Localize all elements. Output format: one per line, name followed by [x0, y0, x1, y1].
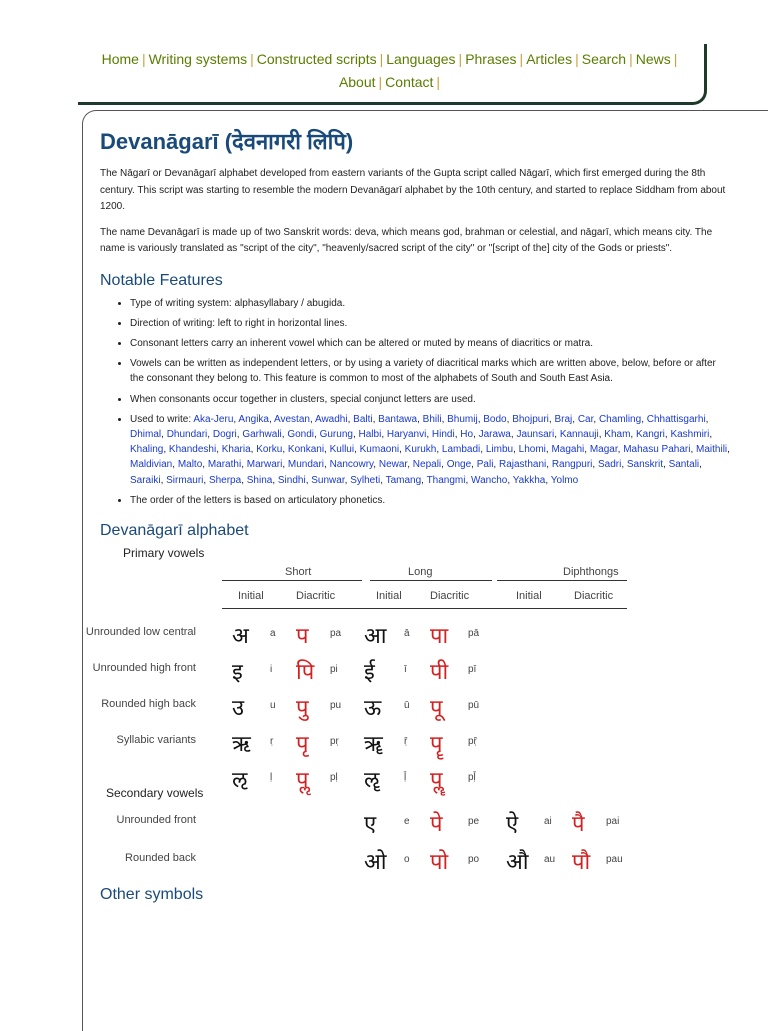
transliteration-cell: pi	[330, 663, 338, 675]
language-link[interactable]: Rangpuri	[551, 459, 593, 471]
nav-writing-systems[interactable]: Writing systems	[148, 51, 248, 67]
nav-search[interactable]: Search	[581, 51, 627, 67]
nav-articles[interactable]: Articles	[526, 51, 573, 67]
language-link[interactable]: Sherpa	[208, 474, 242, 486]
transliteration-cell: o	[404, 853, 410, 865]
devanagari-cell: ए	[364, 811, 377, 837]
row-label: Rounded high back	[101, 697, 196, 710]
language-link[interactable]: Braj	[554, 413, 573, 425]
devanagari-cell: पि	[296, 659, 315, 685]
features-list	[100, 296, 730, 508]
language-link[interactable]: Thangmi	[426, 474, 466, 486]
column-header: Initial	[238, 589, 264, 602]
devanagari-cell: ऊ	[364, 695, 382, 721]
language-link[interactable]: Bhojpuri	[512, 413, 549, 425]
devanagari-cell: पू	[430, 695, 443, 721]
language-link[interactable]: Onge	[446, 459, 472, 471]
language-link[interactable]: Wancho	[471, 474, 508, 486]
feature-item: • Direction of writing: left to right in horizontal lines.	[130, 316, 730, 331]
language-link[interactable]: Ho	[460, 428, 474, 440]
nav-news[interactable]: News	[635, 51, 671, 67]
column-header: Diacritic	[296, 589, 336, 602]
column-header: Initial	[376, 589, 402, 602]
column-header: Diacritic	[574, 589, 614, 602]
devanagari-cell: ओ	[364, 849, 387, 875]
transliteration-cell: pu	[330, 699, 342, 711]
other-symbols-heading: Other symbols	[100, 885, 204, 903]
devanagari-cell: ऐ	[506, 811, 519, 837]
feature-item: • Vowels can be written as independent letters, or by using a variety of diacritical marks which are written above, below, before or after the consonant they belong to. This feature is common to most of the alphabets of South and South East Asia.	[130, 356, 730, 386]
transliteration-cell: pau	[606, 853, 623, 865]
group-line	[370, 580, 492, 581]
language-link[interactable]: Sanskrit	[626, 459, 664, 471]
language-link[interactable]: Newar	[378, 459, 408, 471]
transliteration-cell: pḹ	[468, 771, 476, 783]
devanagari-cell: ई	[364, 659, 375, 685]
devanagari-cell: प	[296, 623, 309, 649]
column-header: Diacritic	[430, 589, 470, 602]
language-link[interactable]: Kullui	[329, 444, 355, 456]
nav-row-1: Home | Writing systems | Constructed scripts | Languages | Phrases | Articles | Search | News |	[101, 51, 678, 67]
language-link[interactable]: Gurung	[319, 428, 353, 440]
language-link[interactable]: Yakkha	[512, 474, 546, 486]
row-label: Unrounded high front	[92, 661, 196, 674]
feature-item: • When consonants occur together in clusters, special conjunct letters are used.	[130, 392, 730, 407]
page-title: Devanāgarī (देवनागरी लिपि)	[100, 129, 354, 154]
language-link[interactable]: Kumaoni	[359, 444, 400, 456]
language-link[interactable]: Dhimal	[130, 428, 162, 440]
group-line	[497, 580, 627, 581]
language-link[interactable]: Tamang	[385, 474, 422, 486]
nav-home[interactable]: Home	[101, 51, 139, 67]
feature-item-used-to-write	[130, 412, 730, 488]
language-link[interactable]: Angika	[238, 413, 269, 425]
language-link[interactable]: Bodo	[483, 413, 507, 425]
alphabet-heading: Devanāgarī alphabet	[100, 521, 249, 539]
devanagari-cell: पॢ	[296, 767, 309, 793]
language-link[interactable]: Haryanvi	[386, 428, 427, 440]
transliteration-cell: ḹ	[404, 771, 407, 783]
language-link[interactable]: Hindi	[431, 428, 455, 440]
feature-item: • Consonant letters carry an inherent vowel which can be altered or muted by means of diacritics or matra.	[130, 336, 730, 351]
group-header: Short	[285, 565, 312, 578]
nav-constructed-scripts[interactable]: Constructed scripts	[256, 51, 377, 67]
nav-languages[interactable]: Languages	[386, 51, 456, 67]
language-link[interactable]: Dogri	[212, 428, 237, 440]
language-link[interactable]: Sylheti	[350, 474, 381, 486]
transliteration-cell: po	[468, 853, 480, 865]
devanagari-cell: औ	[506, 849, 529, 875]
language-link[interactable]: Maldivian	[130, 459, 173, 471]
devanagari-cell: ऋ	[232, 731, 251, 757]
vowel-table	[85, 545, 730, 886]
main-content	[85, 126, 730, 910]
feature-item: • Type of writing system: alphasyllabary / abugida.	[130, 296, 730, 311]
language-link[interactable]: Avestan	[274, 413, 310, 425]
nav-contact[interactable]: Contact	[385, 74, 434, 90]
features-heading: Notable Features	[100, 271, 223, 289]
transliteration-cell: pī	[468, 663, 477, 675]
language-link[interactable]: Marwari	[246, 459, 283, 471]
transliteration-cell: pai	[606, 815, 620, 827]
transliteration-cell: ū	[404, 699, 410, 711]
devanagari-cell: पी	[430, 659, 449, 685]
used-label: Used to write:	[130, 413, 192, 425]
devanagari-cell: ऌ	[232, 767, 248, 793]
devanagari-cell: अ	[232, 623, 249, 649]
language-link[interactable]: Kashmiri	[670, 428, 710, 440]
language-link[interactable]: Kangri	[635, 428, 665, 440]
language-link[interactable]: Sirmauri	[166, 474, 204, 486]
language-link[interactable]: Konkani	[287, 444, 325, 456]
transliteration-cell: pā	[468, 627, 480, 639]
nav-about[interactable]: About	[338, 74, 376, 90]
language-link[interactable]: Korku	[256, 444, 283, 456]
language-link[interactable]: Car	[577, 413, 594, 425]
language-link[interactable]: Halbi	[358, 428, 382, 440]
language-link[interactable]: Sunwar	[311, 474, 345, 486]
transliteration-cell: e	[404, 815, 410, 827]
language-link[interactable]: Saraiki	[130, 474, 161, 486]
language-link[interactable]: Balti	[353, 413, 373, 425]
feature-item: • The order of the letters is based on articulatory phonetics.	[130, 493, 730, 508]
transliteration-cell: i	[270, 663, 273, 675]
language-link[interactable]: Limbu	[485, 444, 514, 456]
devanagari-cell: ॠ	[364, 731, 383, 757]
language-link[interactable]: Bhili	[422, 413, 442, 425]
language-link[interactable]: Jarawa	[478, 428, 511, 440]
transliteration-cell: pa	[330, 627, 342, 639]
group-header: Diphthongs	[563, 565, 619, 578]
transliteration-cell: au	[544, 853, 556, 865]
language-link[interactable]: Lhomi	[518, 444, 546, 456]
devanagari-cell: पॄ	[430, 731, 443, 757]
row-label: Syllabic variants	[116, 733, 196, 746]
devanagari-cell: पु	[296, 695, 309, 721]
devanagari-cell: इ	[232, 659, 243, 685]
devanagari-cell: आ	[364, 623, 387, 649]
language-link[interactable]: Nepali	[412, 459, 442, 471]
language-link[interactable]: Lambadi	[441, 444, 481, 456]
language-link[interactable]: Bhumij	[447, 413, 478, 425]
language-link[interactable]: Yolmo	[550, 474, 579, 486]
language-link[interactable]: Khandeshi	[168, 444, 217, 456]
intro-paragraph-1: The Nāgarī or Devanāgarī alphabet developed from eastern variants of the Gupta script called Nāgarī, which first emerged during the 8th century. This script was starting to resemble the modern Devanāgarī alphabet by the 10th century, and started to replace Siddham from about 1200.	[100, 168, 726, 212]
language-link[interactable]: Bantawa	[378, 413, 418, 425]
language-link[interactable]: Garhwali	[242, 428, 282, 440]
language-link[interactable]: Kurukh	[404, 444, 437, 456]
transliteration-cell: ai	[544, 815, 552, 827]
transliteration-cell: ṛ	[270, 735, 274, 747]
secondary-vowels-label: Secondary vowels	[106, 785, 204, 800]
language-link[interactable]: Magar	[589, 444, 618, 456]
language-link[interactable]: Marathi	[207, 459, 242, 471]
transliteration-cell: pe	[468, 815, 480, 827]
transliteration-cell: a	[270, 627, 276, 639]
language-link[interactable]: Nancowry	[329, 459, 374, 471]
language-link[interactable]: Kharia	[221, 444, 251, 456]
row-label: Unrounded low central	[85, 625, 196, 638]
language-link[interactable]: Pali	[476, 459, 494, 471]
row-label: Unrounded front	[116, 813, 196, 826]
language-link[interactable]: Rajasthani	[498, 459, 547, 471]
language-link[interactable]: Shina	[246, 474, 273, 486]
transliteration-cell: ṝ	[404, 735, 408, 747]
language-link[interactable]: Khaling	[130, 444, 164, 456]
transliteration-cell: pṝ	[468, 735, 477, 747]
language-link[interactable]: Chamling	[598, 413, 642, 425]
group-header: Long	[408, 565, 433, 578]
language-link[interactable]: Jaunsari	[516, 428, 555, 440]
devanagari-cell: पृ	[296, 731, 309, 757]
language-link[interactable]: Kham	[604, 428, 631, 440]
transliteration-cell: ī	[404, 663, 407, 675]
devanagari-cell: उ	[232, 695, 245, 721]
devanagari-cell: पॣ	[430, 767, 443, 793]
group-line	[222, 580, 362, 581]
language-link[interactable]: Magahi	[551, 444, 585, 456]
language-link[interactable]: Santali	[668, 459, 700, 471]
transliteration-cell: pū	[468, 699, 480, 711]
language-link[interactable]: Sindhi	[277, 474, 306, 486]
column-header: Initial	[516, 589, 542, 602]
language-link[interactable]: Maithili	[696, 444, 728, 456]
language-link[interactable]: Dhundari	[166, 428, 208, 440]
nav-phrases[interactable]: Phrases	[465, 51, 517, 67]
transliteration-cell: pḷ	[330, 771, 338, 783]
transliteration-cell: ḷ	[270, 771, 273, 783]
language-link[interactable]: Chhattisgarhi	[646, 413, 706, 425]
language-link[interactable]: Malto	[177, 459, 203, 471]
devanagari-cell: पा	[430, 623, 449, 649]
devanagari-cell: ॡ	[364, 767, 380, 793]
devanagari-cell: पौ	[572, 849, 591, 875]
primary-vowels-label: Primary vowels	[123, 545, 205, 560]
language-link[interactable]: Sadri	[597, 459, 622, 471]
devanagari-cell: पै	[572, 811, 585, 837]
transliteration-cell: u	[270, 699, 276, 711]
intro-paragraph-2: The name Devanāgarī is made up of two Sanskrit words: deva, which means god, brahman or celestial, and nāgarī, which means city. The name is variously translated as "script of the city", "heavenly/sacred script of the city" or "[script of the] city of the Gods or priests".	[100, 226, 713, 254]
transliteration-cell: ā	[404, 627, 410, 639]
language-link[interactable]: Aka-Jeru	[193, 413, 234, 425]
language-link[interactable]: Mundari	[287, 459, 325, 471]
devanagari-cell: पे	[430, 811, 443, 837]
devanagari-cell: पो	[430, 849, 449, 875]
language-link[interactable]: Awadhi	[314, 413, 348, 425]
language-link[interactable]: Mahasu Pahari	[623, 444, 691, 456]
nav-row-2: About | Contact |	[338, 74, 441, 90]
language-link[interactable]: Kannauji	[559, 428, 599, 440]
row-label: Rounded back	[125, 851, 196, 864]
transliteration-cell: pṛ	[330, 735, 339, 747]
language-link[interactable]: Gondi	[287, 428, 315, 440]
header-line	[222, 608, 627, 609]
top-nav	[78, 44, 707, 105]
language-links: Aka-Jeru, Angika, Avestan, Awadhi, Balti, Bantawa, Bhili, Bhumij, Bodo, Bhojpuri, Braj, Car, Chamling, Chhattisgarhi, Dhimal, Dhundari, Dogri, Garhwali, Gondi, Gurung, Halbi, Haryanvi, Hindi, Ho, Jarawa, Jaunsari, Kannauji, Kham, Kangri, Kashmiri, Khaling, Khandeshi, Kharia, Korku, Konkani, Kullui, Kumaoni, Kurukh, Lambadi, Limbu, Lhomi, Magahi, Magar, Mahasu Pahari, Maithili, Maldivian, Malto, Marathi, Marwari, Mundari, Nancowry, Newar, Nepali, Onge, Pali, Rajasthani, Rangpuri, Sadri, Sanskrit, Santali, Saraiki, Sirmauri, Sherpa, Shina, Sindhi, Sunwar, Sylheti, Tamang, Thangmi, Wancho, Yakkha, Yolmo	[130, 413, 730, 486]
